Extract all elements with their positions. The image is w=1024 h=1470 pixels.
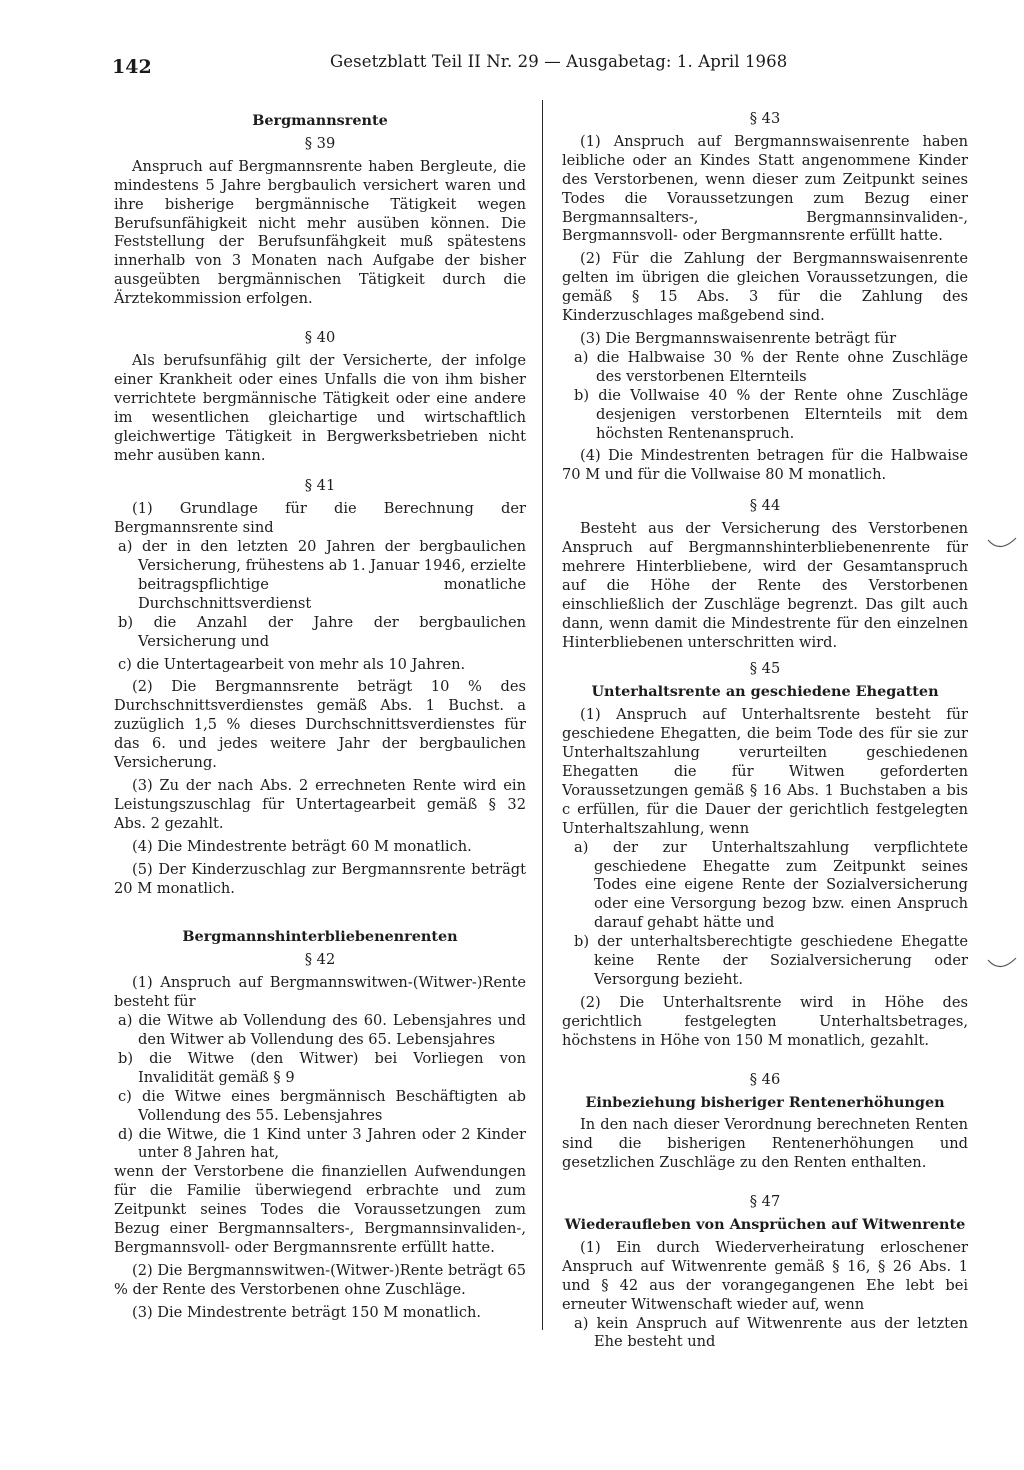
paragraph: (1) Anspruch auf Unterhaltsrente besteht für geschiedene Ehegatten, die beim Tode des für sie zur Unterhaltszahlung verurteilten geschiedenen Ehegatten die für Witwen geforderten Voraussetzungen gemäß § 16 Abs. 1 Buchstaben a bis c erfüllen, für die Dauer der gerichtlich festgelegten Unterhaltszahlung, wenn <box>562 706 968 837</box>
page-number: 142 <box>112 56 152 78</box>
paragraph: (2) Für die Zahlung der Bergmannswaisenrente gelten im übrigen die gleichen Voraussetzungen, die gemäß § 15 Abs. 3 für die Zahlung des Kinderzuschlages maßgebend sind. <box>562 250 968 325</box>
list-item: a) kein Anspruch auf Witwenrente aus der letzten Ehe besteht und <box>574 1314 968 1351</box>
heading-bergmannsrente: Bergmannsrente <box>252 112 388 129</box>
paragraph: Als berufsunfähig gilt der Versicherte, der infolge einer Krankheit oder eines Unfalls die von ihm bisher verrichtete bergmännische Tätigkeit oder eine andere im wesentlichen gleichartige und wirtschaftlich gleichwertige Tätigkeit in Bergwerksbetrieben nicht mehr ausüben kann. <box>114 351 526 464</box>
section-41: § 41 <box>304 477 336 495</box>
paragraph: (4) Die Mindestrente beträgt 60 M monatlich. <box>132 837 472 855</box>
section-40: § 40 <box>304 329 336 347</box>
paragraph: (5) Der Kinderzuschlag zur Bergmannsrente beträgt 20 M monatlich. <box>114 860 526 897</box>
list-item: b) der unterhaltsberechtigte geschiedene Ehegatte keine Rente der Sozialversicherung oder Versorgung bezieht. <box>574 933 968 988</box>
list-item: c) die Untertagearbeit von mehr als 10 Jahren. <box>118 655 466 673</box>
heading-wiederaufleben: Wiederaufleben von Ansprüchen auf Witwenrente <box>564 1216 966 1234</box>
section-42: § 42 <box>304 951 336 969</box>
margin-tick-mark <box>986 530 1018 556</box>
heading-unterhaltsrente: Unterhaltsrente an geschiedene Ehegatten <box>591 683 939 701</box>
list-item: c) die Witwe eines bergmännisch Beschäftigten ab Vollendung des 55. Lebensjahres <box>118 1087 526 1124</box>
section-45: § 45 <box>749 660 781 678</box>
paragraph: In den nach dieser Verordnung berechneten Renten sind die bisherigen Rentenerhöhungen und gesetzlichen Zuschläge zu den Renten enthalten. <box>562 1116 968 1172</box>
paragraph: (4) Die Mindestrenten betragen für die Halbwaise 70 M und für die Vollwaise 80 M monatlich. <box>562 447 968 484</box>
header-title: Gesetzblatt Teil II Nr. 29 — Ausgabetag: 1. April 1968 <box>330 52 788 71</box>
list-item: a) die Witwe ab Vollendung des 60. Lebensjahres und den Witwer ab Vollendung des 65. Lebensjahres <box>118 1012 526 1048</box>
left-column <box>114 112 526 1323</box>
right-column <box>562 110 968 1352</box>
list-item: b) die Vollwaise 40 % der Rente ohne Zuschläge desjenigen verstorbenen Elternteils mit dem höchsten Rentenanspruch. <box>574 386 968 442</box>
section-46: § 46 <box>749 1070 781 1088</box>
list-item: b) die Anzahl der Jahre der bergbaulichen Versicherung und <box>118 613 526 650</box>
paragraph: (1) Ein durch Wiederverheiratung erloschener Anspruch auf Witwenrente gemäß § 16, § 26 Abs. 1 und § 42 aus der vorangegangenen Ehe lebt bei erneuter Witwenschaft wieder auf, wenn <box>562 1238 968 1313</box>
list-item: a) der in den letzten 20 Jahren der bergbaulichen Versicherung, frühestens ab 1. Januar 1946, erzielte beitragspflichtige monatliche Durchschnittsverdienst <box>118 538 527 612</box>
paragraph: (2) Die Bergmannsrente beträgt 10 % des Durchschnittsverdienstes gemäß Abs. 1 Buchst. a zuzüglich 1,5 % dieses Durchschnittsverdienstes für das 6. und jedes weitere Jahr der bergbaulichen Versicherung. <box>114 678 526 772</box>
margin-tick-mark <box>986 950 1018 976</box>
paragraph: Besteht aus der Versicherung des Verstorbenen Anspruch auf Bergmannshinterbliebenenrente für mehrere Hinterbliebene, wird der Gesamtanspruch auf die Höhe der Rente des Verstorbenen einschließlich der Zuschläge begrenzt. Das gilt auch dann, wenn damit die Mindestrente für den einzelnen Hinterbliebenen unterschritten wird. <box>562 520 968 651</box>
list-item: d) die Witwe, die 1 Kind unter 3 Jahren oder 2 Kinder unter 8 Jahren hat, <box>118 1125 526 1162</box>
paragraph: (2) Die Bergmannswitwen-(Witwer-)Rente beträgt 65 % der Rente des Verstorbenen ohne Zuschläge. <box>114 1261 526 1298</box>
paragraph: (1) Grundlage für die Berechnung der Bergmannsrente sind <box>114 500 526 537</box>
heading-rentenerhoehungen: Einbeziehung bisheriger Rentenerhöhungen <box>585 1093 945 1111</box>
section-44: § 44 <box>749 497 781 515</box>
section-47: § 47 <box>749 1193 781 1211</box>
paragraph: (1) Anspruch auf Bergmannswaisenrente haben leibliche oder an Kindes Statt angenommene Kinder des Verstorbenen, wenn dieser zum Zeitpunkt seines Todes die Voraussetzungen zum Bezug einer Bergmannsalters-, Bergmannsinvaliden-, Bergmannsvoll- oder Bergmannsrente erfüllt hatte. <box>562 132 968 245</box>
section-39: § 39 <box>304 134 336 152</box>
paragraph: (3) Die Mindestrente beträgt 150 M monatlich. <box>132 1303 482 1321</box>
paragraph: (3) Zu der nach Abs. 2 errechneten Rente wird ein Leistungszuschlag für Untertagearbeit gemäß § 32 Abs. 2 gezahlt. <box>114 777 526 832</box>
paragraph: Anspruch auf Bergmannsrente haben Bergleute, die mindestens 5 Jahre bergbaulich versichert waren und ihre bisherige bergmännische Tätigkeit wegen Berufsunfähigkeit nicht mehr ausüben können. Die Feststellung der Berufsunfähgkeit muß spätestens innerhalb von 3 Monaten nach Aufgabe der bisher ausgeübten bergmännischen Tätigkeit durch die Ärztekommission erfolgen. <box>114 157 526 308</box>
heading-hinterbliebenenrenten: Bergmannshinterbliebenenrenten <box>182 928 458 946</box>
column-divider <box>542 100 543 1330</box>
section-43: § 43 <box>749 110 781 127</box>
page-header <box>112 50 788 78</box>
paragraph: (1) Anspruch auf Bergmannswitwen-(Witwer-)Rente besteht für <box>114 974 526 1011</box>
list-item: a) die Halbwaise 30 % der Rente ohne Zuschläge des verstorbenen Elternteils <box>574 348 968 385</box>
paragraph: wenn der Verstorbene die finanziellen Aufwendungen für die Familie überwiegend erbrachte und zum Zeitpunkt seines Todes die Voraussetzungen zum Bezug einer Bergmannsalters-, Bergmannsinvaliden-, Bergmannsvoll- oder Bergmannsrente erfüllt hatte. <box>114 1163 526 1256</box>
list-item: a) der zur Unterhaltszahlung verpflichtete geschiedene Ehegatte zum Zeitpunkt seines Todes eine eigene Rente der Sozialversicherung oder eine Versorgung bezog bzw. einen Anspruch darauf gehabt hätte und <box>574 838 968 932</box>
paragraph: (3) Die Bergmannswaisenrente beträgt für <box>580 329 897 347</box>
paragraph: (2) Die Unterhaltsrente wird in Höhe des gerichtlich festgelegten Unterhaltsbetrages, höchstens in Höhe von 150 M monatlich, gezahlt. <box>562 993 968 1049</box>
list-item: b) die Witwe (den Witwer) bei Vorliegen von Invalidität gemäß § 9 <box>118 1049 526 1086</box>
